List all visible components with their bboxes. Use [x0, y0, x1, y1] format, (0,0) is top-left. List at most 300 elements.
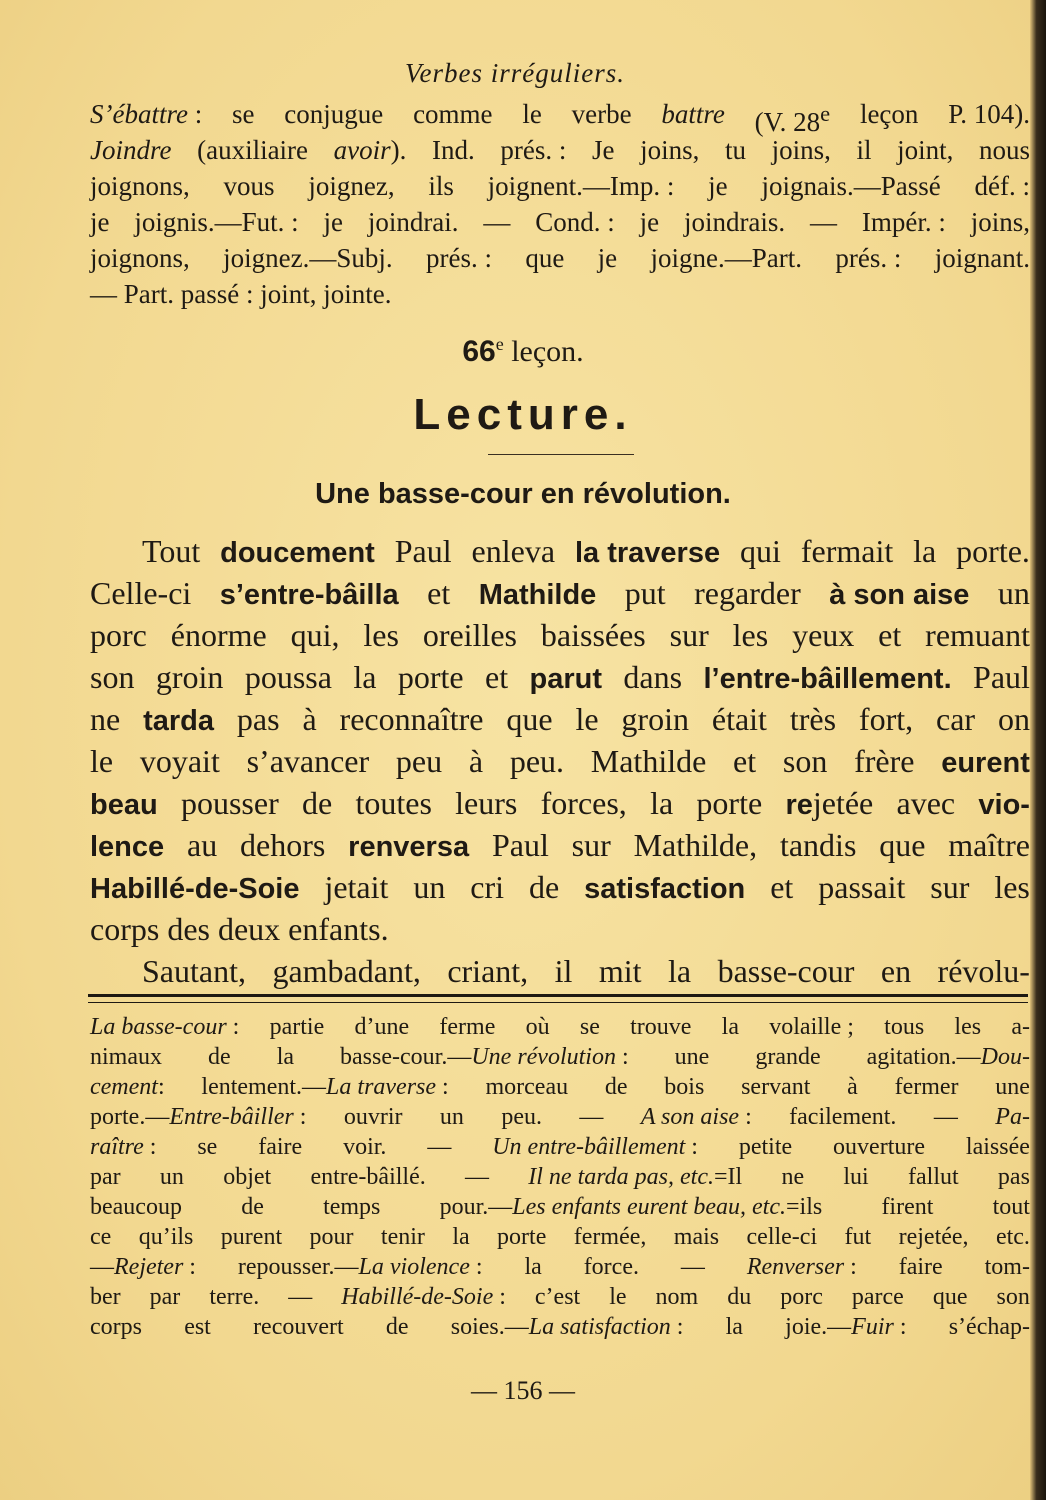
- word: ferme: [439, 1014, 496, 1040]
- vocabulary-notes: [90, 1012, 1030, 1342]
- word: avoir).: [333, 135, 407, 165]
- text-line: [90, 204, 1030, 240]
- reading-text: [90, 530, 1030, 992]
- word: déf. :: [974, 171, 1030, 201]
- word: oreilles: [422, 617, 517, 653]
- word: corps: [90, 1314, 142, 1340]
- word: servant: [741, 1074, 811, 1100]
- word: prés. :: [500, 135, 567, 165]
- word: ils: [428, 171, 454, 201]
- word: joignons,: [90, 171, 190, 201]
- word: Mathilde: [478, 579, 597, 611]
- word: une: [674, 1044, 710, 1070]
- word: porte.: [956, 533, 1030, 569]
- word: le: [575, 701, 599, 737]
- word: s’échap-: [948, 1314, 1030, 1340]
- word: l’entre-bâillement.: [703, 663, 952, 695]
- reading-subtitle: Une basse-cour en révolution.: [315, 478, 731, 510]
- word: cri: [470, 869, 505, 905]
- word: parce: [851, 1284, 904, 1310]
- word: la: [721, 1014, 739, 1040]
- word: jetait: [324, 869, 389, 905]
- word: on: [997, 701, 1030, 737]
- word: rejetée,: [898, 1224, 969, 1250]
- word: —: [288, 1284, 313, 1310]
- word: firent: [881, 1194, 934, 1220]
- word: groin: [621, 701, 689, 737]
- word: Habillé-de-Soie :: [341, 1284, 506, 1310]
- word: faire: [898, 1254, 943, 1280]
- text-line: [90, 572, 1030, 614]
- word: Il ne tarda pas, etc.=Il: [528, 1164, 743, 1190]
- word: Un entre-bâillement :: [492, 1134, 698, 1160]
- word: sur: [571, 827, 611, 863]
- word: ouverture: [833, 1134, 926, 1160]
- word: la: [353, 659, 377, 695]
- word: bois: [664, 1074, 705, 1100]
- word: partie: [269, 1014, 325, 1040]
- text-line: [90, 740, 1030, 782]
- word: la: [913, 533, 937, 569]
- word: etc.: [995, 1224, 1030, 1250]
- word: Paul: [973, 659, 1030, 695]
- word: je: [639, 207, 660, 237]
- word: pas: [236, 701, 280, 737]
- word: joigne.—Part.: [650, 243, 803, 273]
- word: tarda: [143, 705, 215, 737]
- word: passait: [818, 869, 906, 905]
- word: verbe: [571, 99, 632, 129]
- word: —: [810, 207, 838, 237]
- text-line: [90, 866, 1030, 908]
- word: je: [597, 243, 618, 273]
- word: le: [522, 99, 542, 129]
- word: car: [936, 701, 976, 737]
- word: avec: [896, 785, 956, 821]
- word: porte: [497, 1224, 547, 1250]
- word: c’est: [534, 1284, 581, 1310]
- text-line: [90, 656, 1030, 698]
- word: frère: [854, 743, 915, 779]
- word: du: [727, 1284, 752, 1310]
- word: à: [847, 1074, 858, 1100]
- word: que: [879, 827, 926, 863]
- word: un: [439, 1104, 464, 1130]
- word: son: [90, 659, 135, 695]
- word: —: [464, 1164, 489, 1190]
- word: je: [90, 207, 110, 237]
- word: joins,: [640, 135, 700, 165]
- text-line: [90, 240, 1030, 276]
- word: Je: [591, 135, 615, 165]
- text-line: [90, 824, 1030, 866]
- lesson-number-value: 66: [462, 335, 496, 368]
- word: renversa: [348, 831, 470, 863]
- word: son: [782, 743, 828, 779]
- word: joins,: [771, 135, 831, 165]
- word: beaucoup: [90, 1194, 182, 1220]
- word: temps: [323, 1194, 381, 1220]
- word: tandis: [779, 827, 857, 863]
- word: rejetée: [785, 785, 874, 821]
- word: force.: [583, 1254, 639, 1280]
- word: joignent.—Imp. :: [487, 171, 675, 201]
- word: joignant.: [934, 243, 1030, 273]
- word: très: [789, 701, 837, 737]
- word: joignais.—Passé: [761, 171, 941, 201]
- word: la: [524, 1254, 542, 1280]
- word: un: [997, 575, 1030, 611]
- word: un: [413, 869, 446, 905]
- word: Habillé-de-Soie: [90, 873, 300, 905]
- word: en: [880, 953, 912, 989]
- word: s’entre-bâilla: [219, 579, 399, 611]
- word: grande: [755, 1044, 821, 1070]
- text-line: [90, 1012, 1030, 1042]
- word: il: [554, 953, 573, 989]
- word: où: [525, 1014, 550, 1040]
- text-line: [90, 96, 1030, 137]
- word: tout: [992, 1194, 1030, 1220]
- word: pour: [309, 1224, 354, 1250]
- word: porte: [397, 659, 464, 695]
- word: sur: [669, 617, 709, 653]
- word: mais: [673, 1224, 720, 1250]
- word: criant,: [447, 953, 529, 989]
- word: joignez.—Subj.: [223, 243, 393, 273]
- word: La basse-cour :: [90, 1014, 240, 1040]
- word: trouve: [630, 1014, 692, 1040]
- word: Ind.: [432, 135, 475, 165]
- word: fallut: [908, 1164, 959, 1190]
- word: —: [680, 1254, 705, 1280]
- word: d’une: [354, 1014, 410, 1040]
- word: je: [323, 207, 343, 237]
- text-line: [90, 1162, 1030, 1192]
- word: S’ébattre :: [90, 99, 203, 129]
- word: eurent: [941, 747, 1030, 779]
- word: était: [711, 701, 767, 737]
- word: une: [995, 1074, 1030, 1100]
- word: je: [708, 171, 728, 201]
- word: battre: [661, 99, 725, 129]
- word: la: [452, 1224, 470, 1250]
- text-line: [90, 132, 1030, 168]
- word: —: [483, 207, 511, 237]
- word: lui: [843, 1164, 869, 1190]
- word: les: [732, 617, 769, 653]
- word: put: [624, 575, 666, 611]
- word: Paul: [491, 827, 549, 863]
- lesson-number: [0, 334, 1046, 369]
- word: Renverser :: [746, 1254, 857, 1280]
- word: dans: [623, 659, 683, 695]
- text-line: [90, 698, 1030, 740]
- word: énorme: [170, 617, 267, 653]
- word: fut: [844, 1224, 872, 1250]
- word: pousser: [180, 785, 279, 821]
- word: par: [149, 1284, 181, 1310]
- word: prés. :: [835, 243, 902, 273]
- word: reconnaître: [339, 701, 484, 737]
- word: yeux: [792, 617, 855, 653]
- word: peu.: [501, 1104, 542, 1130]
- word: que: [932, 1284, 968, 1310]
- word: toutes: [355, 785, 432, 821]
- word: et: [770, 869, 794, 905]
- text-line: [90, 950, 1030, 992]
- word: Pa-: [995, 1104, 1030, 1130]
- word: Impér. :: [861, 207, 946, 237]
- word: joie.—Fuir :: [785, 1314, 907, 1340]
- word: Cond. :: [535, 207, 615, 237]
- word: entre-bâillé.: [310, 1164, 426, 1190]
- word: facilement.: [789, 1104, 897, 1130]
- intro-conjugation-text: [90, 96, 1030, 312]
- word: Tout: [142, 533, 201, 569]
- word: lence: [90, 831, 165, 863]
- word: et: [878, 617, 902, 653]
- word: de: [208, 1044, 231, 1070]
- word: Sautant,: [142, 953, 246, 989]
- word: —: [933, 1104, 958, 1130]
- word: il: [856, 135, 872, 165]
- word: fermer: [894, 1074, 959, 1100]
- word: basse-cour: [717, 953, 855, 989]
- word: corps des deux enfants.: [90, 911, 389, 947]
- word: son: [996, 1284, 1030, 1310]
- word: de: [301, 785, 333, 821]
- word: joignons,: [90, 243, 190, 273]
- word: de: [241, 1194, 264, 1220]
- word: peu.: [509, 743, 565, 779]
- word: qui,: [290, 617, 340, 653]
- word: conjugue: [284, 99, 384, 129]
- word: tous: [884, 1014, 925, 1040]
- word: prés. :: [425, 243, 492, 273]
- word: gambadant,: [272, 953, 421, 989]
- word: mit: [598, 953, 642, 989]
- word: sur: [930, 869, 970, 905]
- word: Paul: [394, 533, 452, 569]
- word: nom: [655, 1284, 699, 1310]
- lesson-number-suffix: e: [495, 334, 504, 354]
- word: à: [302, 701, 317, 737]
- word: faire: [258, 1134, 303, 1160]
- word: joignez,: [308, 171, 395, 201]
- word: maître: [948, 827, 1030, 863]
- word: et: [484, 659, 509, 695]
- word: —: [579, 1104, 604, 1130]
- word: celle-ci: [746, 1224, 818, 1250]
- word: les: [954, 1014, 982, 1040]
- word: terre.: [209, 1284, 260, 1310]
- word: poussa: [244, 659, 332, 695]
- word: le: [90, 743, 114, 779]
- word: lentement.—La traverse :: [201, 1074, 449, 1100]
- word: pas: [997, 1164, 1030, 1190]
- word: est: [184, 1314, 211, 1340]
- word: se: [232, 99, 255, 129]
- word: porte: [696, 785, 763, 821]
- word: de: [385, 1314, 409, 1340]
- word: voir.: [343, 1134, 387, 1160]
- word: fort,: [858, 701, 914, 737]
- lecture-title: Lecture.: [413, 390, 633, 439]
- word: fermée,: [573, 1224, 647, 1250]
- word: comme: [413, 99, 493, 129]
- page-number: — 156 —: [471, 1376, 575, 1405]
- word: la traverse: [574, 537, 721, 569]
- word: et: [427, 575, 451, 611]
- word: se: [579, 1014, 600, 1040]
- word: vous: [223, 171, 275, 201]
- word: ouvrir: [343, 1104, 403, 1130]
- word: pour.—Les enfants eurent beau, etc.=ils: [439, 1194, 823, 1220]
- word: beau: [90, 789, 158, 821]
- word: de: [604, 1074, 628, 1100]
- word: ne: [781, 1164, 805, 1190]
- word: révolu-: [937, 953, 1030, 989]
- word: volaille ;: [769, 1014, 854, 1040]
- word: purent: [220, 1224, 283, 1250]
- word: un: [159, 1164, 184, 1190]
- text-line: [90, 168, 1030, 204]
- word: P. 104).: [948, 99, 1030, 129]
- word: repousser.—La violence :: [237, 1254, 483, 1280]
- word: à: [468, 743, 484, 779]
- word: (V. 28e: [754, 101, 831, 137]
- word: A son aise :: [640, 1104, 752, 1130]
- word: que: [506, 701, 553, 737]
- text-line: [90, 1192, 1030, 1222]
- word: (auxiliaire: [197, 135, 309, 165]
- word: la: [725, 1314, 743, 1340]
- text-line: [90, 1282, 1030, 1312]
- word: laissée: [965, 1134, 1030, 1160]
- word: —: [427, 1134, 452, 1160]
- text-line: [90, 614, 1030, 656]
- word: regarder: [694, 575, 801, 611]
- word: morceau: [485, 1074, 569, 1100]
- word: Celle-ci: [90, 575, 192, 611]
- word: par: [90, 1164, 121, 1190]
- word: la: [650, 785, 674, 821]
- footnote-rule-thin: [88, 1002, 1028, 1003]
- word: cement:: [90, 1074, 165, 1100]
- footnote-rule-thick: [88, 994, 1028, 997]
- text-line: [90, 908, 1030, 950]
- word: que: [525, 243, 565, 273]
- lesson-word: leçon.: [511, 335, 584, 368]
- word: nous: [978, 135, 1030, 165]
- word: agitation.—Dou-: [866, 1044, 1030, 1070]
- word: —Rejeter :: [90, 1254, 196, 1280]
- word: tom-: [984, 1254, 1030, 1280]
- word: soies.—La satisfaction :: [450, 1314, 684, 1340]
- text-line: [90, 530, 1030, 572]
- word: recouvert: [253, 1314, 344, 1340]
- text-line: [90, 276, 1030, 312]
- word: tenir: [380, 1224, 425, 1250]
- word: les: [994, 869, 1030, 905]
- word: baissées: [540, 617, 646, 653]
- word: joignis.—Fut. :: [134, 207, 299, 237]
- word: basse-cour.—Une révolution :: [340, 1044, 629, 1070]
- word: remuant: [925, 617, 1030, 653]
- title-divider: [488, 454, 634, 455]
- word: joint,: [897, 135, 954, 165]
- word: doucement: [220, 537, 375, 569]
- word: voyait: [139, 743, 220, 779]
- word: objet: [223, 1164, 272, 1190]
- word: Joindre: [90, 135, 172, 165]
- word: ne: [90, 701, 121, 737]
- word: qu’ils: [138, 1224, 194, 1250]
- text-line: [90, 1042, 1030, 1072]
- word: s’avancer: [246, 743, 370, 779]
- text-line: [90, 782, 1030, 824]
- word: qui: [740, 533, 781, 569]
- word: tu: [724, 135, 746, 165]
- text-line: [90, 1072, 1030, 1102]
- word: raître :: [90, 1134, 157, 1160]
- word: les: [363, 617, 399, 653]
- text-line: [90, 1252, 1030, 1282]
- word: nimaux: [90, 1044, 162, 1070]
- word: Mathilde,: [633, 827, 758, 863]
- text-line: [90, 1132, 1030, 1162]
- word: groin: [155, 659, 224, 695]
- word: peu: [395, 743, 443, 779]
- word: fermait: [800, 533, 894, 569]
- word: leurs: [455, 785, 518, 821]
- word: leçon: [859, 99, 919, 129]
- word: — Part. passé : joint, jointe.: [90, 279, 392, 309]
- word: de: [528, 869, 560, 905]
- text-line: [90, 1312, 1030, 1342]
- word: dehors: [240, 827, 326, 863]
- word: se: [197, 1134, 218, 1160]
- word: et: [733, 743, 757, 779]
- word: joindrais.: [683, 207, 786, 237]
- word: ce: [90, 1224, 112, 1250]
- word: la: [276, 1044, 295, 1070]
- word: porc: [780, 1284, 823, 1310]
- word: forces,: [540, 785, 627, 821]
- word: satisfaction: [584, 873, 746, 905]
- word: a-: [1011, 1014, 1030, 1040]
- word: petite: [738, 1134, 793, 1160]
- word: le: [609, 1284, 627, 1310]
- word: Mathilde: [590, 743, 707, 779]
- word: ber: [90, 1284, 121, 1310]
- word: au: [187, 827, 218, 863]
- word: enleva: [471, 533, 556, 569]
- word: la: [668, 953, 692, 989]
- word: vio-: [978, 789, 1030, 821]
- text-line: [90, 1102, 1030, 1132]
- word: porc: [90, 617, 147, 653]
- word: joindrai.: [367, 207, 459, 237]
- word: joins,: [970, 207, 1030, 237]
- word: à son aise: [829, 579, 970, 611]
- text-line: [90, 1222, 1030, 1252]
- page-binding-edge: [1030, 0, 1046, 1500]
- running-head: Verbes irréguliers.: [405, 58, 625, 88]
- word: porte.—Entre-bâiller :: [90, 1104, 307, 1130]
- word: parut: [529, 663, 602, 695]
